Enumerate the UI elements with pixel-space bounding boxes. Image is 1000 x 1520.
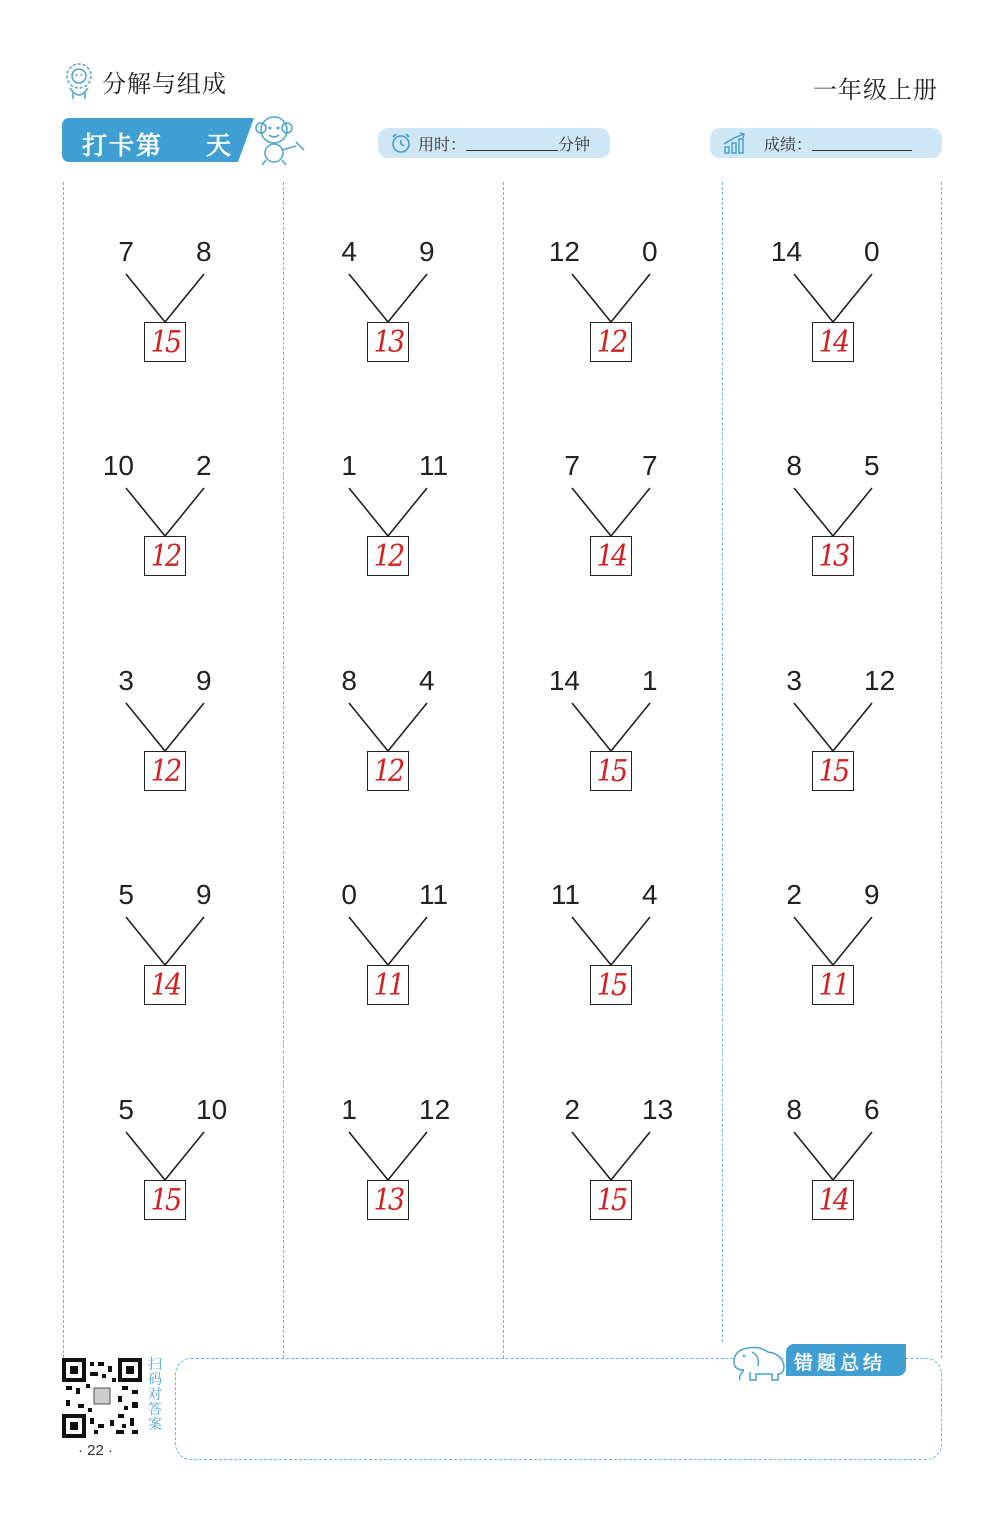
part-left: 14 [548, 665, 580, 696]
part-left: 5 [118, 879, 134, 910]
handwritten-answer: 12 [150, 538, 180, 574]
error-summary-label: 错题总结 [794, 1352, 887, 1374]
branch-line [126, 488, 165, 536]
time-label: 用时： [418, 134, 467, 154]
lion-icon [62, 62, 96, 100]
clock-icon [390, 132, 412, 154]
answer-box[interactable] [812, 751, 854, 791]
branch-lines [313, 665, 463, 765]
branch-line [572, 703, 611, 751]
column-divider [722, 182, 723, 1342]
answer-box[interactable] [144, 322, 186, 362]
branch-line [794, 703, 833, 751]
branch-line [165, 488, 204, 536]
branch-lines [758, 879, 908, 979]
handwritten-answer: 15 [596, 1182, 626, 1218]
part-right: 10 [196, 1094, 228, 1125]
branch-line [572, 917, 611, 965]
part-right: 1 [642, 665, 658, 696]
branch-line [126, 1132, 165, 1180]
branch-line [794, 274, 833, 322]
handwritten-answer: 13 [818, 538, 848, 574]
branch-line [833, 488, 872, 536]
branch-line [572, 1132, 611, 1180]
part-right: 0 [864, 236, 880, 267]
answer-box[interactable] [812, 965, 854, 1005]
part-right: 13 [642, 1094, 674, 1125]
header-left [62, 62, 227, 100]
branch-line [165, 274, 204, 322]
branch-line [611, 274, 650, 322]
branch-lines [536, 450, 686, 550]
part-right: 0 [642, 236, 658, 267]
branch-line [572, 274, 611, 322]
part-left: 7 [564, 450, 580, 481]
grade-label: 一年级上册 [813, 76, 938, 104]
part-right: 2 [196, 450, 212, 481]
handwritten-answer: 12 [373, 753, 403, 789]
answer-box[interactable] [812, 322, 854, 362]
branch-line [126, 917, 165, 965]
part-left: 2 [564, 1094, 580, 1125]
part-left: 14 [770, 236, 802, 267]
part-right: 11 [419, 879, 449, 910]
handwritten-answer: 14 [818, 324, 848, 360]
decomposition-problem [758, 236, 908, 396]
branch-line [794, 1132, 833, 1180]
decomposition-problem [90, 450, 240, 610]
handwritten-answer: 13 [373, 324, 403, 360]
decomposition-problem [758, 879, 908, 1039]
monkey-icon [252, 112, 310, 166]
checkin-day-unit: 天 [206, 131, 232, 160]
column-divider [503, 182, 504, 1358]
part-right: 9 [864, 879, 880, 910]
branch-line [833, 274, 872, 322]
branch-line [611, 917, 650, 965]
branch-line [833, 703, 872, 751]
decomposition-problem [536, 879, 686, 1039]
handwritten-answer: 14 [596, 538, 626, 574]
handwritten-answer: 12 [150, 753, 180, 789]
branch-line [349, 1132, 388, 1180]
branch-lines [90, 665, 240, 765]
part-left: 1 [341, 450, 357, 481]
decomposition-problem [758, 1094, 908, 1254]
part-left: 4 [341, 236, 357, 267]
answer-box[interactable] [812, 536, 854, 576]
answer-box[interactable] [367, 965, 409, 1005]
branch-lines [90, 879, 240, 979]
decomposition-problem [313, 236, 463, 396]
part-left: 7 [118, 236, 134, 267]
branch-line [611, 703, 650, 751]
part-left: 3 [786, 665, 802, 696]
part-right: 9 [196, 879, 212, 910]
answer-box[interactable] [590, 965, 632, 1005]
decomposition-problem [313, 665, 463, 825]
branch-line [349, 488, 388, 536]
branch-line [833, 1132, 872, 1180]
part-right: 5 [864, 450, 880, 481]
score-field[interactable] [710, 128, 942, 158]
handwritten-answer: 14 [818, 1182, 848, 1218]
decomposition-problem [90, 665, 240, 825]
time-unit: 分钟 [558, 134, 591, 154]
decomposition-problem [90, 879, 240, 1039]
branch-lines [90, 236, 240, 336]
handwritten-answer: 11 [373, 967, 403, 1003]
branch-lines [313, 236, 463, 336]
branch-line [126, 703, 165, 751]
decomposition-problem [536, 1094, 686, 1254]
checkin-label: 打卡第 [82, 131, 164, 160]
handwritten-answer: 11 [818, 967, 848, 1003]
branch-lines [758, 1094, 908, 1194]
handwritten-answer: 15 [150, 1182, 180, 1218]
elephant-icon [730, 1340, 788, 1382]
answer-box[interactable] [590, 322, 632, 362]
branch-line [165, 917, 204, 965]
branch-line [349, 917, 388, 965]
branch-line [794, 488, 833, 536]
part-right: 9 [196, 665, 212, 696]
answer-box[interactable] [367, 1180, 409, 1220]
answer-box[interactable] [144, 536, 186, 576]
decomposition-problem [758, 665, 908, 825]
part-right: 12 [419, 1094, 451, 1125]
part-left: 5 [118, 1094, 134, 1125]
branch-line [388, 274, 427, 322]
answer-box[interactable] [812, 1180, 854, 1220]
part-right: 12 [864, 665, 896, 696]
branch-line [388, 1132, 427, 1180]
handwritten-answer: 12 [596, 324, 626, 360]
part-left: 10 [102, 450, 134, 481]
page-number: · 22 · [78, 1442, 114, 1459]
part-left: 1 [341, 1094, 357, 1125]
branch-line [388, 488, 427, 536]
answer-box[interactable] [590, 536, 632, 576]
part-left: 8 [786, 450, 802, 481]
answer-box[interactable] [367, 536, 409, 576]
book-title: 分解与组成 [102, 69, 227, 98]
decomposition-problem [313, 450, 463, 610]
branch-line [165, 1132, 204, 1180]
branch-line [165, 703, 204, 751]
part-left: 12 [548, 236, 580, 267]
handwritten-answer: 15 [596, 967, 626, 1003]
answer-box[interactable] [367, 322, 409, 362]
branch-lines [758, 450, 908, 550]
handwritten-answer: 15 [818, 753, 848, 789]
branch-line [388, 917, 427, 965]
part-right: 4 [419, 665, 435, 696]
answer-box[interactable] [144, 1180, 186, 1220]
branch-line [349, 274, 388, 322]
branch-line [611, 488, 650, 536]
qr-code-icon[interactable] [62, 1358, 142, 1438]
answer-box[interactable] [367, 751, 409, 791]
answer-box[interactable] [590, 1180, 632, 1220]
error-summary-tab [786, 1344, 906, 1376]
column-divider [283, 182, 284, 1358]
handwritten-answer: 15 [596, 753, 626, 789]
handwritten-answer: 15 [150, 324, 180, 360]
handwritten-answer: 14 [150, 967, 180, 1003]
part-left: 3 [118, 665, 134, 696]
answer-box[interactable] [144, 751, 186, 791]
answer-box[interactable] [590, 751, 632, 791]
decomposition-problem [536, 450, 686, 610]
decomposition-problem [313, 1094, 463, 1254]
part-right: 11 [419, 450, 449, 481]
branch-line [572, 488, 611, 536]
decomposition-problem [90, 236, 240, 396]
branch-line [388, 703, 427, 751]
branch-line [349, 703, 388, 751]
part-left: 11 [550, 879, 580, 910]
part-right: 6 [864, 1094, 880, 1125]
branch-line [126, 274, 165, 322]
column-divider [63, 182, 64, 1358]
part-left: 8 [786, 1094, 802, 1125]
branch-line [794, 917, 833, 965]
decomposition-problem [90, 1094, 240, 1254]
part-left: 0 [341, 879, 357, 910]
branch-line [833, 917, 872, 965]
scan-text: 扫码对答案 [148, 1357, 162, 1433]
part-right: 4 [642, 879, 658, 910]
part-right: 8 [196, 236, 212, 267]
decomposition-problem [758, 450, 908, 610]
part-right: 9 [419, 236, 435, 267]
score-label: 成绩： [764, 134, 813, 154]
part-left: 2 [786, 879, 802, 910]
chart-icon [722, 131, 750, 155]
decomposition-problem [313, 879, 463, 1039]
handwritten-answer: 13 [373, 1182, 403, 1218]
branch-line [611, 1132, 650, 1180]
checkin-banner [62, 118, 254, 162]
decomposition-problem [536, 665, 686, 825]
time-blank[interactable] [466, 135, 558, 151]
handwritten-answer: 12 [373, 538, 403, 574]
time-field[interactable] [378, 128, 610, 158]
column-divider [941, 182, 942, 1358]
part-left: 8 [341, 665, 357, 696]
answer-box[interactable] [144, 965, 186, 1005]
part-right: 7 [642, 450, 658, 481]
decomposition-problem [536, 236, 686, 396]
score-blank[interactable] [812, 135, 912, 151]
